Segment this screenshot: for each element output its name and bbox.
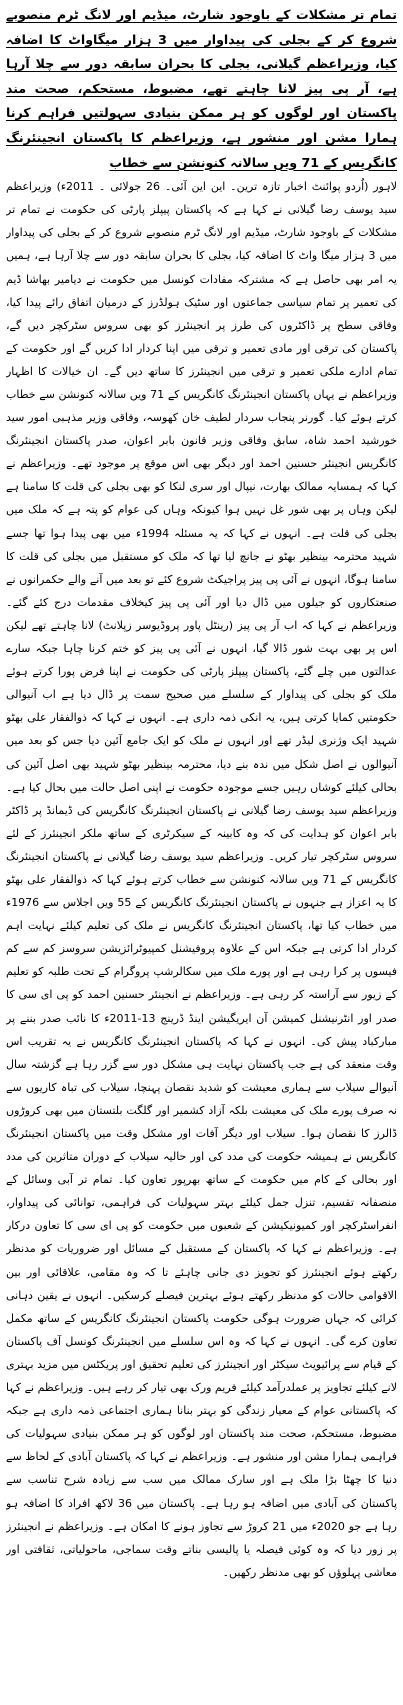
article-headline: تمام تر مشکلات کے باوجود شارٹ، میڈیم اور لانگ ٹرم منصوبے شروع کر کے بجلی کی پیداوار میں 3 ہزار میگاواٹ کا اضافہ کیا، وزیراعظم گیلانی، بجلی کا بحران سابقہ دور سے چلا آرہا ہے، آر پی پیز لانا چاہتے تھے، مضبوط، مستحکم، صحت مند پاکستان اور لوگوں کو ہر ممکن بنیادی سہولتیں فراہم کرنا ہمارا مشن اور منشور ہے، وزیراعظم کا پاکستان انجینئرنگ کانگریس کے 71 ویں سالانہ کنونشن سے خطاب xyxy=(6,7,397,170)
article-body: لاہور (اُردو پوائنٹ اخبار تازہ ترین۔ این این آئی۔ 26 جولائی ۔ 2011ء) وزیراعظم سید یوسف رضا گیلانی نے کہا ہے کہ پاکستان پیپلز پارٹی کی حکومت نے تمام تر مشکلات کے باوجود شارٹ، میڈیم اور لانگ ٹرم منصوبے شروع کر کے بجلی کی پیداوار میں 3 ہزار میگا واٹ کا اضافہ کیا، بجلی کا بحران سابقہ دور سے چلا آرہا ہے، ہمیں یہ امر بھی حاصل ہے کہ مشترکہ مفادات کونسل میں حکومت نے دیامیر بھاشا ڈیم کی تعمیر پر تمام سیاسی جماعتوں اور سٹیک ہولڈرز کے درمیان اتفاق رائے پیدا کیا، وفاقی سطح پر ڈاکٹروں کی طرز پر انجینئرز کو بھی سروس سٹرکچر دیں گے، پاکستان کی ترقی اور مادی تعمیر و ترقی میں اپنا کردار ادا کریں گے اور حکومت کے تمام ادارے ملکی تعمیر و ترقی میں انجینئرز کا ساتھ دیں گے۔ ان خیالات کا اظہار وزیراعظم نے یہاں پاکستان انجینئرنگ کانگریس کے 71 ویں سالانہ کنونشن سے خطاب کرتے ہوئے کیا۔ گورنر پنجاب سردار لطیف خان کھوسہ، وفاقی وزیر مذہبی امور سید خورشید احمد شاہ، سابق وفاقی وزیر قانون بابر اعوان، صدر پاکستان انجینئرنگ کانگریس انجینئر حسنین احمد اور دیگر بھی اس موقع پر موجود تھے۔ وزیراعظم نے کہا کہ ہمسایہ ممالک بھارت، نیپال اور سری لنکا کو بھی بجلی کی قلت کا سامنا ہے لیکن وہاں پر بھی شور غل نہیں ہوا کیونکہ وہاں کی عوام کو پتہ ہے کہ ملک میں بجلی کی قلت ہے۔ انہوں نے کہا کہ یہ مسئلہ 1994ء میں بھی پیدا ہوا تھا جسے شہید محترمہ بینظیر بھٹو نے جانچ لیا تھا کہ ملک کو مستقبل میں بجلی کی قلت کا سامنا ہوگا، انہوں نے آئی پی پیز پراجیکٹ شروع کئے تو بعد میں آنے والے حکمرانوں نے صنعتکاروں کو جیلوں میں ڈال دیا اور آئی پی پیز کیخلاف مقدمات درج کئے گئے۔ وزیراعظم نے کہا کہ اب آر پی پیز (رینٹل پاور پروڈیوسر زپلانٹ) لانا چاہتے تھے لیکن اس پر بھی بہت شور ڈالا گیا، انہوں نے آئی پی پیز کو ختم کرنا چاہا جبکہ سارے عدالتوں میں چلے گئے، پاکستان پیپلز پارٹی کی حکومت نے اپنا فرض پورا کرتے ہوئے ملک کو بجلی کی پیداوار کے سلسلے میں صحیح سمت پر ڈال دیا ہے اب آنیوالی حکومتیں کمایا کرتی ہیں، یہ انکی ذمہ داری ہے۔ انہوں نے کہا کہ ذوالفقار علی بھٹو شہید ایک وژنری لیڈر تھے اور انہوں نے ملک کو ایک جامع آئین دیا جس کو بعد میں آنیوالوں نے اصل شکل میں ندہ بنے دیا، محترمہ بینظیر بھٹو شہید بھی اصل آئین کی بحالی کیلئے کوشاں رہیں جسے موجودہ حکومت نے اپنی اصل حالت میں بحال کیا ہے۔ وزیراعظم سید یوسف رضا گیلانی نے پاکستان انجینئرنگ کانگریس کی ڈیمانڈ پر ڈاکٹر بابر اعوان کو ہدایت کی کہ وہ کابینہ کے سیکرٹری کے ساتھ ملکر انجینئرز کے لئے سروس سٹرکچر تیار کریں۔ وزیراعظم سید یوسف رضا گیلانی نے پاکستان انجینئرنگ کانگریس کے 71 ویں سالانہ کنونشن سے خطاب کرتے ہوئے کہا کہ ذوالفقار علی بھٹو کا یہ اعزاز ہے جنہوں نے پاکستان انجینئرنگ کانگریس کے 55 ویں اجلاس سے 1976ء میں خطاب کیا تھا، پاکستان انجینئرنگ کانگریس نے ملک کی تعلیم کیلئے نہایت اہم کردار ادا کرتی ہے جبکہ اس کے علاوہ پروفیشنل کمپیوٹرائزیشن سروسز کم سے کم فیسوں پر کرا رہی ہے اور پورے ملک میں سکالرشپ پروگرام کے تحت طلبہ کو تعلیم کے زیور سے آراستہ کر رہی ہے۔ وزیراعظم نے انجینئر حسنین احمد کو پی ای سی کا صدر اور انٹرنیشنل کمیشن آن ایریگیشن اینڈ ڈرینج 13-2011ء کا نائب صدر بننے پر مبارکباد پیش کی۔ انہوں نے کہا کہ پاکستان انجینئرنگ کانگریس نے یہ تقریب اس وقت منعقد کی ہے جب پاکستان نہایت ہی مشکل دور سے گزر رہا ہے گزشتہ سال آنیوالے سیلاب سے ہماری معیشت کو شدید نقصان پہنچا، سیلاب کی تباہ کاریوں سے نہ صرف پورے ملک کی معیشت بلکہ آزاد کشمیر اور گلگت بلتستان میں بھی کروڑوں ڈالرز کا نقصان ہوا۔ سیلاب اور دیگر آفات اور مشکل وقت میں پاکستان انجینئرنگ کانگریس نے ہمیشہ حکومت کی مدد کی اور حالیہ سیلاب کے دوران متاثرین کی مدد اور بحالی کے کام میں حکومت کے ساتھ بھرپور تعاون کیا۔ تمام تر آبی وسائل کے منصفانہ تقسیم، تنزل جمل کیلئے بہتر سہولیات کی فراہمی، توانائی کی پیداوار، انفراسٹرکچر اور کمیونیکیشن کے شعبوں میں حکومت کو پی ای سی کا تعاون درکار ہے۔ وزیراعظم نے کہا کہ پاکستان کے مستقبل کے مسائل اور ضروریات کو مدنظر رکھتے ہوئے انجینئرز کو تجویز دی جانی چاہئے تا کہ وہ مقامی، علاقائی اور بین الاقوامی حالات کو مدنظر رکھتے ہوئے بہترین فیصلے کرسکیں۔ انہوں نے یقین دہانی کرائی کہ جہاں ضرورت ہوگی حکومت پاکستان انجینئرنگ کانگریس کے ساتھ مکمل تعاون کرے گی۔ انہوں نے کہا کہ وہ اس سلسلے میں انجینئرنگ کونسل آف پاکستان کے قیام سے پرائیویٹ سیکٹر اور انجینئرز کی تعلیم تحقیق اور پریکٹس میں مزید بہتری لانے کیلئے تجاویز پر عملدرآمد کیلئے فریم ورک بھی تیار کر رہے ہیں۔ وزیراعظم نے کہا کہ پاکستانی عوام کے معیار زندگی کو بہتر بنانا ہماری اجتماعی ذمہ داری ہے جبکہ مضبوط، مستحکم، صحت مند پاکستان اور لوگوں کو ہر ممکن بنیادی سہولیات کی فراہمی ہمارا مشن اور منشور ہے۔ وزیراعظم نے کہا کہ پاکستان آبادی کے لحاظ سے دنیا کا چھٹا بڑا ملک ہے اور سارک ممالک میں سب سے زیادہ شرح تناسب سے پاکستان کی آبادی میں اضافہ ہو رہا ہے۔ پاکستان میں 36 لاکھ افراد کا اضافہ ہو رہا ہے جو 2020ء میں 21 کروڑ سے تجاوز ہونے کا امکان ہے۔ وزیراعظم نے انجینئرز پر زور دیا کہ وہ کوئی فیصلہ یا پالیسی بناتے وقت سماجی، ماحولیاتی، ثقافتی اور معاشی پہلوؤں کو بھی مدنظر رکھیں۔ xyxy=(6,180,397,1579)
news-article xyxy=(6,0,397,1702)
